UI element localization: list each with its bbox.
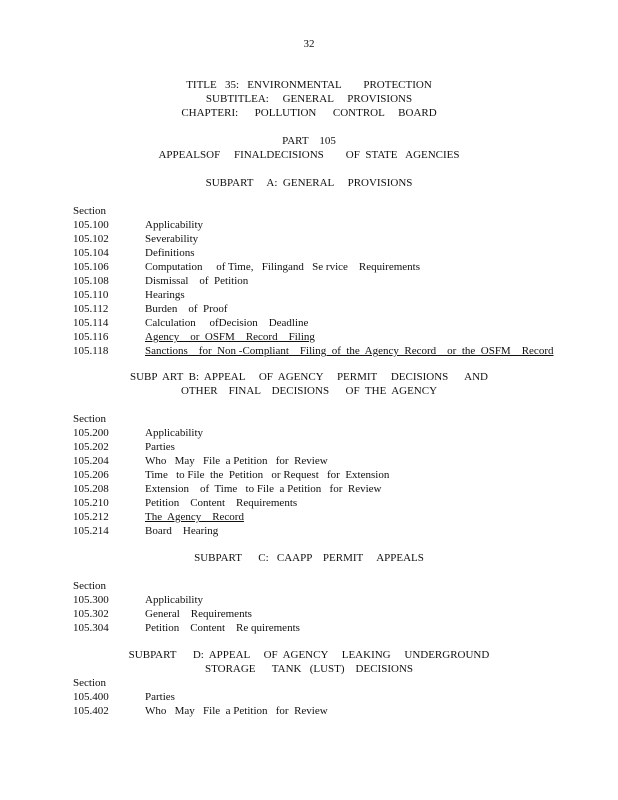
section-number: 105.112	[73, 303, 109, 315]
section-title: Sanctions for Non -Compliant Filing of the Agency Record or the OSFM Record	[145, 345, 554, 357]
section-number: 105.212	[73, 511, 109, 523]
section-number: 105.302	[73, 608, 109, 620]
section-title: Computation of Time, Filingand Se rvice Requirements	[145, 261, 420, 273]
section-number: 105.214	[73, 525, 109, 537]
section-number: 105.116	[73, 331, 109, 343]
section-title: Hearings	[145, 289, 185, 301]
section-title: Who May File a Petition for Review	[145, 455, 328, 467]
section-number: 105.202	[73, 441, 109, 453]
section-label: Section	[73, 677, 106, 689]
subtitle-line: SUBTITLEA: GENERAL PROVISIONS	[205, 93, 413, 105]
section-label: Section	[73, 413, 106, 425]
section-title: Extension of Time to File a Petition for Review	[145, 483, 382, 495]
section-number: 105.110	[73, 289, 109, 301]
section-title: Calculation ofDecision Deadline	[145, 317, 309, 329]
section-title: Time to File the Petition or Request for Extension	[145, 469, 390, 481]
section-label: Section	[73, 580, 106, 592]
section-title: The Agency Record	[145, 511, 244, 523]
subpart-b-heading-2: OTHER FINAL DECISIONS OF THE AGENCY	[180, 385, 438, 397]
section-label: Section	[73, 205, 106, 217]
subpart-a-heading: SUBPART A: GENERAL PROVISIONS	[205, 177, 413, 189]
section-title: Agency or OSFM Record Filing	[145, 331, 315, 343]
part-title-line: APPEALSOF FINALDECISIONS OF STATE AGENCIES	[158, 149, 460, 161]
section-number: 105.102	[73, 233, 109, 245]
section-number: 105.206	[73, 469, 109, 481]
section-number: 105.204	[73, 455, 109, 467]
section-title: Who May File a Petition for Review	[145, 705, 328, 717]
section-title: Burden of Proof	[145, 303, 228, 315]
section-number: 105.100	[73, 219, 109, 231]
section-number: 105.300	[73, 594, 109, 606]
section-title: Dismissal of Petition	[145, 275, 249, 287]
section-title: Parties	[145, 691, 175, 703]
subpart-d-heading-2: STORAGE TANK (LUST) DECISIONS	[204, 663, 414, 675]
section-number: 105.104	[73, 247, 109, 259]
section-number: 105.208	[73, 483, 109, 495]
section-title: Applicability	[145, 219, 204, 231]
section-number: 105.304	[73, 622, 109, 634]
section-title: Severability	[145, 233, 199, 245]
section-title: Applicability	[145, 594, 204, 606]
chapter-line: CHAPTERI: POLLUTION CONTROL BOARD	[181, 107, 437, 119]
section-title: Applicability	[145, 427, 204, 439]
section-number: 105.210	[73, 497, 109, 509]
section-number: 105.114	[73, 317, 109, 329]
section-number: 105.200	[73, 427, 109, 439]
section-number: 105.402	[73, 705, 109, 717]
section-number: 105.106	[73, 261, 109, 273]
title-line: TITLE 35: ENVIRONMENTAL PROTECTION	[186, 79, 432, 91]
part-line: PART 105	[282, 135, 336, 147]
section-title: Petition Content Re quirements	[145, 622, 300, 634]
section-title: Parties	[145, 441, 175, 453]
section-title: Petition Content Requirements	[145, 497, 298, 509]
section-title: Definitions	[145, 247, 195, 259]
section-number: 105.108	[73, 275, 109, 287]
section-number: 105.118	[73, 345, 109, 357]
subpart-b-heading: SUBP ART B: APPEAL OF AGENCY PERMIT DECISIONS AND	[129, 371, 489, 383]
section-number: 105.400	[73, 691, 109, 703]
section-title: General Requirements	[145, 608, 252, 620]
subpart-d-heading: SUBPART D: APPEAL OF AGENCY LEAKING UNDERGROUND	[128, 649, 490, 661]
section-title: Board Hearing	[145, 525, 219, 537]
page-number: 32	[303, 38, 315, 50]
subpart-c-heading: SUBPART C: CAAPP PERMIT APPEALS	[194, 552, 424, 564]
